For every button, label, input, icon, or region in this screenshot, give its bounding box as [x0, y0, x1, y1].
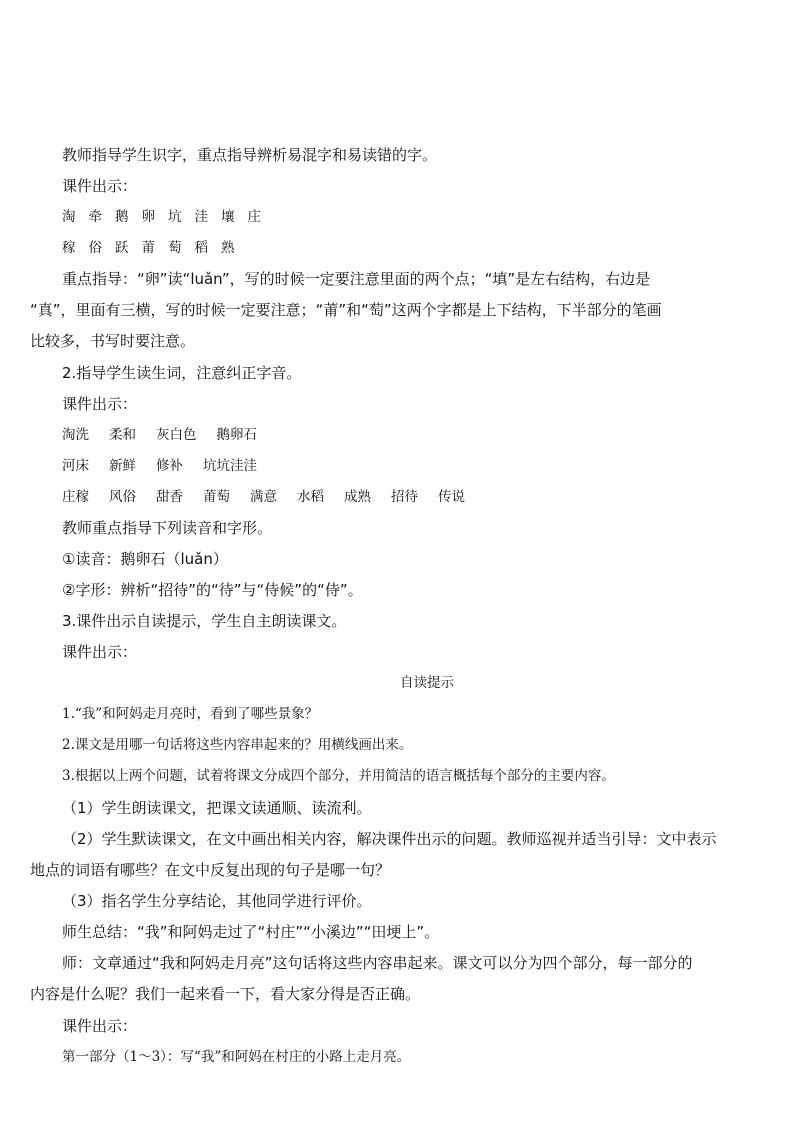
char: 稻: [194, 240, 208, 256]
char: 鹅: [115, 209, 129, 225]
char: 俗: [88, 240, 102, 256]
paragraph: 教师指导学生识字，重点指导辨析易混字和易读错的字。: [62, 146, 438, 164]
char: 稼: [62, 240, 76, 256]
paragraph: 师：文章通过“我和阿妈走月亮”这句话将这些内容串起来。课文可以分为四个部分，每一部分的: [62, 954, 693, 972]
char: 洼: [194, 209, 208, 225]
word: 灰白色: [156, 427, 197, 443]
word-row-1: [0, 425, 794, 445]
word: 传说: [438, 489, 465, 505]
word: 甜香: [156, 489, 183, 505]
char: 牵: [88, 209, 102, 225]
courseware-part-one: 第一部分（1～3）：写“我”和阿妈在村庄的小路上走月亮。: [62, 1049, 411, 1065]
char: 熟: [221, 240, 235, 256]
word: 风俗: [109, 489, 136, 505]
paragraph: 2.指导学生读生词，注意纠正字音。: [62, 364, 302, 382]
tip-item: 3.根据以上两个问题，试着将课文分成四个部分，并用简洁的语言概括每个部分的主要内容。: [62, 768, 615, 784]
paragraph: 3.课件出示自读提示，学生自主朗读课文。: [62, 612, 347, 630]
word: 修补: [156, 458, 183, 474]
char: 跃: [115, 240, 129, 256]
word: 鹅卵石: [216, 427, 257, 443]
char: 坑: [168, 209, 182, 225]
paragraph: 课件出示：: [62, 643, 138, 661]
paragraph: 重点指导：“卵”读“luǎn”，写的时候一定要注意里面的两个点；“填”是左右结构，右边是: [62, 270, 651, 288]
tip-item: 2.课文是用哪一句话将这些内容串起来的？用横线画出来。: [62, 737, 413, 753]
paragraph: 课件出示：: [62, 177, 138, 195]
tip-item: 1.“我”和阿妈走月亮时，看到了哪些景象？: [62, 706, 319, 722]
paragraph: 师生总结：“我”和阿妈走过了“村庄”“小溪边”“田埂上”。: [62, 923, 440, 941]
paragraph: 内容是什么呢？我们一起来看一下，看大家分得是否正确。: [30, 985, 421, 1003]
word: 淘洗: [62, 427, 89, 443]
paragraph: （2）学生默读课文，在文中画出相关内容，解决课件出示的问题。教师巡视并适当引导：文中表示: [62, 830, 717, 848]
char: 庄: [247, 209, 261, 225]
word: 水稻: [297, 489, 324, 505]
word: 满意: [250, 489, 277, 505]
word: 成熟: [344, 489, 371, 505]
word: 庄稼: [62, 489, 89, 505]
char: 淘: [62, 209, 76, 225]
char: 萄: [168, 240, 182, 256]
char: 卵: [141, 209, 155, 225]
word: 新鲜: [109, 458, 136, 474]
char: 壤: [221, 209, 235, 225]
word: 招待: [391, 489, 418, 505]
paragraph: 课件出示：: [62, 395, 138, 413]
paragraph: 课件出示：: [62, 1017, 138, 1035]
paragraph: ②字形：辨析“招待”的“待”与“侍候”的“侍”。: [62, 581, 363, 599]
paragraph: ①读音：鹅卵石（luǎn）: [62, 550, 228, 568]
character-row-1: [0, 207, 794, 227]
char: 莆: [141, 240, 155, 256]
paragraph: 地点的词语有哪些？在文中反复出现的句子是哪一句？: [30, 861, 391, 879]
paragraph: 比较多，书写时要注意。: [30, 332, 196, 350]
paragraph: （1）学生朗读课文，把课文读通顺、读流利。: [62, 799, 372, 817]
word: 坑坑洼洼: [203, 458, 257, 474]
word: 莆萄: [203, 489, 230, 505]
paragraph: （3）指名学生分享结论，其他同学进行评价。: [62, 892, 372, 910]
character-row-2: [0, 238, 794, 258]
word-row-2: [0, 456, 794, 476]
self-reading-tips-title: 自读提示: [400, 675, 454, 691]
word-row-3: [0, 487, 794, 507]
word: 柔和: [109, 427, 136, 443]
paragraph: 教师重点指导下列读音和字形。: [62, 519, 273, 537]
word: 河床: [62, 458, 89, 474]
paragraph: “真”，里面有三横，写的时候一定要注意；“莆”和“萄”这两个字都是上下结构，下半部分的笔画: [30, 301, 662, 319]
